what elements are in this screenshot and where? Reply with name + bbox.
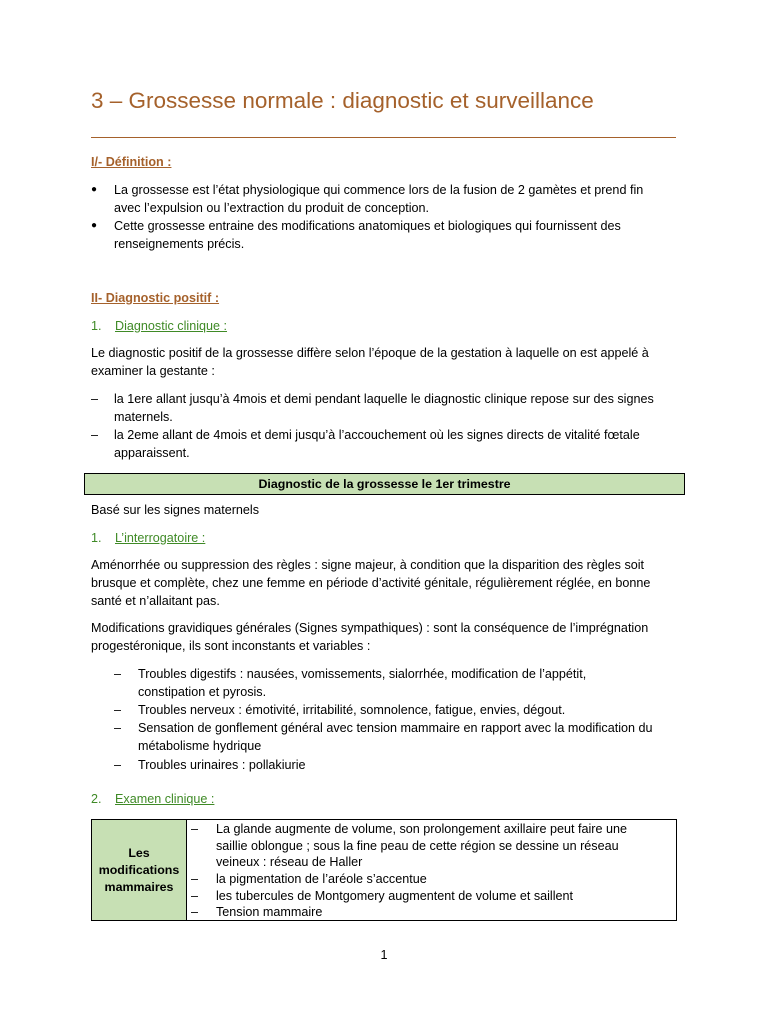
subsection-interrogatoire-heading: L’interrogatoire : <box>115 531 206 545</box>
trimester-banner: Diagnostic de la grossesse le 1er trimestre <box>84 473 685 495</box>
trouble-3-line2: métabolisme hydrique <box>138 739 262 753</box>
dash-icon: – <box>91 428 99 442</box>
dash-icon: – <box>191 822 199 836</box>
definition-item-2-line1: Cette grossesse entraine des modifications anatomiques et biologiques qui fournissent des <box>114 219 621 233</box>
period-2-line1: la 2eme allant de 4mois et demi jusqu’à l’accouchement où les signes directs de vitalité fœtale <box>114 428 640 442</box>
row-label-line3: mammaires <box>104 879 174 894</box>
table-line-5: les tubercules de Montgomery augmentent de volume et saillent <box>216 889 574 903</box>
bullet-icon: ● <box>91 184 98 195</box>
dash-icon: – <box>114 721 122 735</box>
subsection-number: 1. <box>91 531 102 545</box>
table-line-4: la pigmentation de l’aréole s’accentue <box>216 872 427 886</box>
amenorrhee-line1: Aménorrhée ou suppression des règles : signe majeur, à condition que la disparition des règles soit <box>91 558 645 572</box>
dash-icon: – <box>191 872 199 886</box>
amenorrhee-line3: santé et n’allaitant pas. <box>91 594 220 608</box>
dash-icon: – <box>191 889 199 903</box>
modifications-line1: Modifications gravidiques générales (Signes sympathiques) : sont la conséquence de l’imprégnation <box>91 621 649 635</box>
definition-item-1-line1: La grossesse est l’état physiologique qui commence lors de la fusion de 2 gamètes et prend fin <box>114 183 644 197</box>
dash-icon: – <box>191 905 199 919</box>
bullet-icon: ● <box>91 220 98 231</box>
section-definition-heading: I/- Définition : <box>91 155 172 169</box>
dash-icon: – <box>114 758 122 772</box>
dash-icon: – <box>114 703 122 717</box>
subsection-examen-heading: Examen clinique : <box>115 792 215 806</box>
page-title: 3 – Grossesse normale : diagnostic et surveillance <box>91 88 594 113</box>
table-line-6: Tension mammaire <box>216 905 323 919</box>
trouble-1-line1: Troubles digestifs : nausées, vomissements, sialorrhée, modification de l’appétit, <box>138 667 587 681</box>
amenorrhee-line2: brusque et complète, chez une femme en période d’activité génitale, régulièrement réglée, en bonne <box>91 576 651 590</box>
breast-changes-table <box>91 819 677 921</box>
page-number: 1 <box>380 948 388 962</box>
dash-icon: – <box>91 392 99 406</box>
section-diagnostic-heading: II- Diagnostic positif : <box>91 291 220 305</box>
title-divider <box>91 137 676 138</box>
subsection-clinical-heading: Diagnostic clinique : <box>115 319 228 333</box>
subsection-number: 1. <box>91 319 102 333</box>
period-1-line2: maternels. <box>114 410 173 424</box>
period-2-line2: apparaissent. <box>114 446 190 460</box>
trouble-4-line1: Troubles urinaires : pollakiurie <box>138 758 306 772</box>
row-label-line2: modifications <box>98 862 180 877</box>
table-line-2: saillie oblongue ; sous la fine peau de cette région se dessine un réseau <box>216 839 619 853</box>
trouble-2-line1: Troubles nerveux : émotivité, irritabilité, somnolence, fatigue, envies, dégout. <box>138 703 566 717</box>
table-line-1: La glande augmente de volume, son prolongement axillaire peut faire une <box>216 822 627 836</box>
intro-line2: examiner la gestante : <box>91 364 215 378</box>
subsection-number: 2. <box>91 792 102 806</box>
definition-item-1-line2: avec l’expulsion ou l’extraction du produit de conception. <box>114 201 430 215</box>
trouble-1-line2: constipation et pyrosis. <box>138 685 267 699</box>
dash-icon: – <box>114 667 122 681</box>
intro-line1: Le diagnostic positif de la grossesse diffère selon l’époque de la gestation à laquelle on est appelé à <box>91 346 649 360</box>
definition-item-2-line2: renseignements précis. <box>114 237 245 251</box>
period-1-line1: la 1ere allant jusqu’à 4mois et demi pendant laquelle le diagnostic clinique repose sur des signes <box>114 392 654 406</box>
table-line-3: veineux : réseau de Haller <box>216 855 363 869</box>
based-on-text: Basé sur les signes maternels <box>91 503 259 517</box>
table-row-label <box>92 820 187 920</box>
row-label-line1: Les <box>128 845 150 860</box>
modifications-line2: progestéronique, ils sont inconstants et variables : <box>91 639 371 653</box>
trouble-3-line1: Sensation de gonflement général avec tension mammaire en rapport avec la modification du <box>138 721 653 735</box>
